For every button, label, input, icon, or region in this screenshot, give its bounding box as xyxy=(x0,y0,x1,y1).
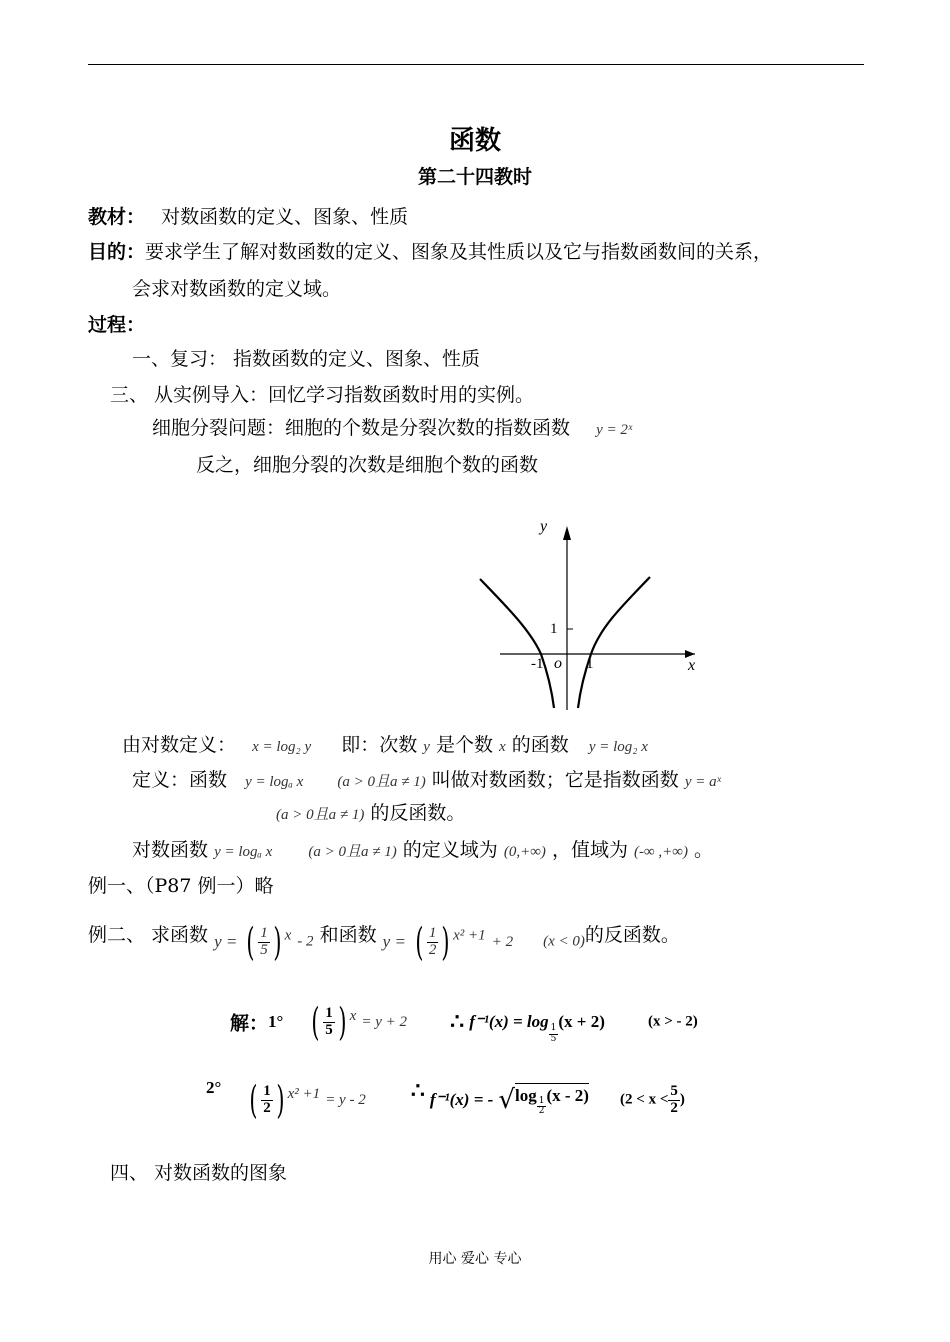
therefore-icon: ∴ xyxy=(450,1009,465,1034)
frac-num: 1 xyxy=(325,1004,333,1021)
frac-den: 5 xyxy=(550,1033,557,1044)
process-label: 过程： xyxy=(88,314,146,336)
solution-1: 解：1° ( $\frac{1}{5}$ ) $^x$ = y + 2 ∴ f⁻¹(x) = log $\frac{1}{5}$ (x + 2) (x > - 2) xyxy=(230,1000,698,1044)
definition-label: 定义：函数 xyxy=(132,769,228,791)
frac-den: 2 xyxy=(670,1099,678,1116)
definition-exp: y = aˣ xyxy=(684,774,721,790)
x-tick-neg1: -1 xyxy=(531,656,544,672)
frac-den: 5 xyxy=(325,1021,333,1038)
definition-line2 xyxy=(276,798,465,825)
exponent: x xyxy=(284,927,292,944)
by-def-y: y xyxy=(423,739,430,755)
sol2-eq: = y - 2 xyxy=(325,1091,366,1108)
by-def-x: x xyxy=(499,739,506,755)
material-line xyxy=(88,202,408,229)
origin-label: o xyxy=(554,655,562,672)
domain-formula: y = logₐ x xyxy=(214,844,273,860)
by-def-mid2: 是个数 xyxy=(435,734,493,756)
domain-text3: ，值域为 xyxy=(551,839,628,861)
therefore-icon: ∴ xyxy=(410,1078,425,1103)
example-two-line: 例二、 求函数 y = ( $\frac{1}{5}$ ) $^x$ - 2 和函数 y = ( $\frac{1}{2}$ ) $^{x^2 +1}$ + 2 (x < 0)的反函数。 xyxy=(88,920,680,964)
by-def-formula2: y = log₂ x xyxy=(588,739,648,755)
definition-cond2: (a > 0且a ≠ 1) xyxy=(276,807,365,823)
sol2-result: f⁻¹(x) = - xyxy=(429,1090,494,1109)
sol2-num: 2° xyxy=(206,1078,222,1097)
y-axis-label: y xyxy=(540,518,548,535)
example-one: 例一、（P87 例一）略 xyxy=(88,875,274,897)
log-definition-line xyxy=(122,730,648,757)
frac-num: 1 xyxy=(538,1095,545,1106)
cell-problem xyxy=(152,413,632,440)
sol2-cond-a: (2 < x < xyxy=(620,1091,669,1108)
domain-line xyxy=(132,835,713,862)
cell-text: 细胞分裂问题：细胞的个数是分裂次数的指数函数 xyxy=(152,417,571,439)
sol2-cond-b: ) xyxy=(679,1091,685,1108)
y-axis-arrow xyxy=(563,526,571,540)
x-axis-label: x xyxy=(688,657,696,674)
curve-right xyxy=(578,577,650,708)
definition-line xyxy=(132,765,721,792)
solution-label: 解： xyxy=(230,1012,269,1035)
exponent: x² +1 xyxy=(453,927,486,944)
material-text: 对数函数的定义、图象、性质 xyxy=(161,206,409,228)
sol1-result-tail: (x + 2) xyxy=(558,1012,605,1031)
domain-end: 。 xyxy=(694,839,714,861)
goal-label: 目的： xyxy=(88,241,146,263)
frac-den: 2 xyxy=(263,1099,271,1116)
example2-cond: (x < 0) xyxy=(543,933,585,950)
goal-line xyxy=(88,237,772,264)
definition-text: 叫做对数函数；它是指数函数 xyxy=(431,769,679,791)
cell-formula: y = 2ˣ xyxy=(596,422,633,438)
ex2-f1-tail: - 2 xyxy=(297,933,314,950)
by-def-end: 的函数 xyxy=(511,734,569,756)
x-tick-pos1: 1 xyxy=(586,656,594,672)
sqrt-icon: √ xyxy=(498,1085,515,1115)
log-graph xyxy=(470,510,710,715)
domain-text2: 的定义域为 xyxy=(402,839,498,861)
conversely-text: 反之，细胞分裂的次数是细胞个数的函数 xyxy=(196,454,539,476)
sol1-cond: (x > - 2) xyxy=(648,1013,698,1030)
exponent: x xyxy=(349,1008,357,1025)
page-title: 函数 xyxy=(448,126,501,156)
frac-den: 2 xyxy=(428,941,437,958)
example2-mid: 和函数 xyxy=(319,924,377,946)
y-tick-label: 1 xyxy=(550,621,558,637)
sol1-num: 1° xyxy=(268,1012,284,1031)
step-review: 一、复习： 指数函数的定义、图象、性质 xyxy=(132,348,481,370)
sol2-root: log xyxy=(514,1086,537,1106)
frac-num: 1 xyxy=(260,924,268,941)
material-label: 教材： xyxy=(88,206,146,228)
curve-left xyxy=(480,579,554,708)
definition-text2: 的反函数。 xyxy=(370,802,466,824)
frac-num: 5 xyxy=(670,1082,678,1099)
step-intro: 三、 从实例导入：回忆学习指数函数时用的实例。 xyxy=(110,384,535,406)
step-graph: 四、 对数函数的图象 xyxy=(110,1162,288,1184)
frac-num: 1 xyxy=(263,1082,271,1099)
domain-value: (0,+∞) xyxy=(503,844,546,860)
page-subtitle: 第二十四教时 xyxy=(417,166,532,188)
sol1-eq: = y + 2 xyxy=(361,1013,407,1030)
exponent: x² +1 xyxy=(287,1086,321,1103)
by-def-formula1: x = log₂ y xyxy=(252,739,312,755)
sol1-result: f⁻¹(x) = log xyxy=(469,1012,549,1031)
definition-formula: y = logₐ x xyxy=(245,774,304,790)
domain-cond: (a > 0且a ≠ 1) xyxy=(308,844,397,860)
goal-text: 要求学生了解对数函数的定义、图象及其性质以及它与指数函数间的关系， xyxy=(145,241,773,263)
goal-text-cont: 会求对数函数的定义域。 xyxy=(132,278,342,300)
example2-end: 的反函数。 xyxy=(584,924,680,946)
example2-label: 例二、 求函数 xyxy=(88,924,209,946)
frac-den: 5 xyxy=(260,941,268,958)
frac-den: 2 xyxy=(538,1106,545,1117)
solution-2: 2° ( $\frac{1}{2}$ ) $^{x^2 +1}$ = y - 2 ∴ f⁻¹(x) = - √log $\frac{1}{2}$ (x - 2) (2 < x < $\frac{5}{2}$ ) xyxy=(206,1078,685,1122)
header-rule xyxy=(88,64,864,65)
sol2-root-tail: (x - 2) xyxy=(546,1086,589,1106)
definition-cond: (a > 0且a ≠ 1) xyxy=(337,774,426,790)
frac-num: 1 xyxy=(428,924,437,941)
domain-text1: 对数函数 xyxy=(132,839,209,861)
page-footer: 用心 爱心 专心 xyxy=(428,1251,522,1267)
by-def-mid: 即：次数 xyxy=(341,734,418,756)
frac-num: 1 xyxy=(550,1023,557,1034)
ex2-f2-tail: + 2 xyxy=(491,933,514,950)
range-value: (-∞ ,+∞) xyxy=(634,844,688,860)
by-def-text: 由对数定义： xyxy=(122,734,237,756)
